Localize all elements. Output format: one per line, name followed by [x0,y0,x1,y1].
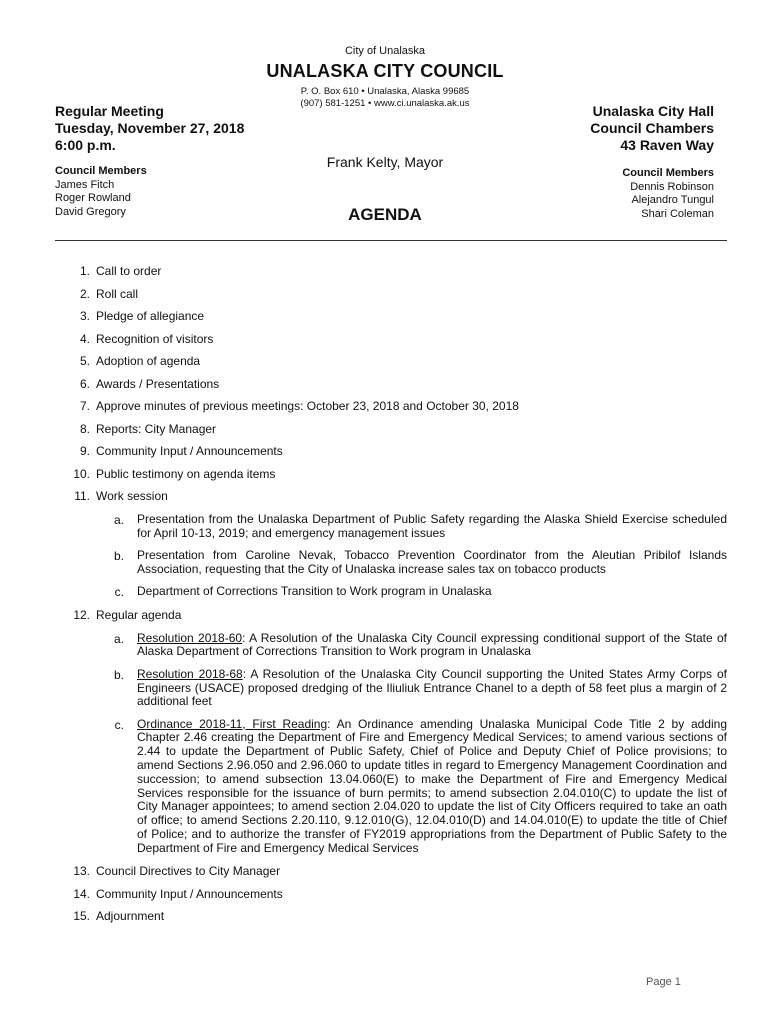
item-number: 7. [79,399,90,413]
item-number: 15. [73,909,90,924]
venue-name: Unalaska City Hall [592,103,714,119]
sub-text: Department of Corrections Transition to Work program in Unalaska [137,584,492,599]
sub-item [55,513,727,541]
agenda-item [55,264,727,278]
item-text: Reports: City Manager [96,421,217,436]
member-name: David Gregory [55,205,126,218]
agenda-list [55,264,727,932]
members-heading: Council Members [622,167,714,179]
member-name: Shari Coleman [641,207,714,220]
sub-item [55,632,727,660]
item-text: Roll call [96,286,139,301]
ordinance-link[interactable]: Ordinance 2018-11, First Reading [137,716,328,731]
item-text: Call to order [96,264,162,278]
item-number: 10. [73,466,90,481]
agenda-item [55,332,727,346]
item-text: Awards / Presentations [96,376,220,391]
meeting-info [55,103,244,154]
agenda-item [55,399,727,413]
item-number: 4. [79,331,90,346]
member-name: Dennis Robinson [630,180,714,193]
sub-letter: b. [113,667,124,682]
meeting-date: Tuesday, November 27, 2018 [55,120,245,136]
item-text: Community Input / Announcements [96,886,283,901]
item-number: 8. [79,421,90,436]
item-text: Council Directives to City Manager [96,864,281,879]
agenda-item [55,377,727,391]
item-number: 12. [73,607,90,622]
mayor-name: Frank Kelty, Mayor [326,154,444,170]
resolution-link[interactable]: Resolution 2018-60 [137,630,243,645]
sub-letter: c. [114,717,124,732]
item-number: 14. [73,886,90,901]
resolution-link[interactable]: Resolution 2018-68 [137,666,243,681]
item-number: 2. [79,286,90,301]
agenda-item [55,444,727,458]
council-title: UNALASKA CITY COUNCIL [266,61,504,81]
item-text: Adjournment [96,909,165,924]
item-number: 13. [73,864,90,879]
members-heading: Council Members [55,165,147,177]
sub-text [124,668,727,709]
header-divider [55,240,727,241]
agenda-item [55,864,727,878]
agenda-item [55,489,727,503]
sub-text [124,632,727,660]
agenda-item [55,608,727,622]
meeting-type: Regular Meeting [55,103,164,119]
venue-info [590,103,714,154]
item-number: 3. [79,309,90,323]
sub-letter: a. [113,631,124,646]
sub-description: : A Resolution of the Unalaska City Council supporting the United States Army Corps of Engineers (USACE) proposed dredging of the Iliuliuk Entrance Chanel to a depth of 58 feet plus a margin of 2 additional feet [137,666,727,709]
work-session-list [55,513,727,599]
item-text: Work session [96,489,168,503]
sub-item [55,549,727,577]
item-text: Regular agenda [96,607,182,622]
item-text: Public testimony on agenda items [96,466,276,481]
item-text: Pledge of allegiance [96,309,205,323]
sub-text: Presentation from the Unalaska Department of Public Safety regarding the Alaska Shield Exercise scheduled for April 10-13, 2019; and emergency management issues [137,512,727,540]
item-text: Approve minutes of previous meetings: October 23, 2018 and October 30, 2018 [96,399,519,413]
item-text: Adoption of agenda [96,354,201,368]
meeting-time: 6:00 p.m. [55,137,116,153]
agenda-item [55,354,727,368]
venue-street: 43 Raven Way [620,137,714,153]
item-number: 1. [79,264,90,278]
sub-item [55,718,727,856]
agenda-item [55,287,727,301]
sub-letter: b. [113,549,124,564]
agenda-item [55,309,727,323]
item-number: 11. [74,489,90,503]
agenda-title: AGENDA [348,205,422,224]
item-text: Community Input / Announcements [96,444,283,458]
sub-description: : A Resolution of the Unalaska City Council expressing conditional support of the State of Alaska Department of Corrections Transition to Work program in Unalaska [137,630,727,659]
sub-text [124,718,727,856]
sub-letter: c. [114,585,124,600]
item-number: 9. [79,444,90,458]
item-number: 5. [79,354,90,368]
sub-item [55,668,727,709]
agenda-item [55,887,727,901]
item-text: Recognition of visitors [96,331,214,346]
regular-agenda-list [55,632,727,856]
contact-line: (907) 581-1251 • www.ci.unalaska.ak.us [300,98,470,109]
agenda-item [55,467,727,481]
member-name: Alejandro Tungul [631,194,714,206]
member-name: Roger Rowland [55,192,131,204]
item-number: 6. [79,376,90,391]
venue-room: Council Chambers [590,120,714,136]
sub-description: : An Ordinance amending Unalaska Municipal Code Title 2 by adding Chapter 2.46 creating the Department of Fire and Emergency Medical Services; to amend various sections of 2.44 to update the Department of Public Safety, Chief of Police and Deputy Chief of Police provisions; to amend Sections 2.96.050 and 2.96.060 to update titles in regard to Emergency Management Coordination and succession; to amend subsection 13.04.060(E) to make the Department of Fire and Emergency Medical Services responsible for the issuance of burn permits; to amend subsection 2.04.010(C) to update the list of City Manager appointees; to amend section 2.04.020 to update the list of City Officers required to take an oath of office; to amend Sections 2.20.110, 9.12.010(G), 12.04.010(D) and 14.04.010(E) to update the title of Chief of Police; and to authorize the transfer of FY2019 appropriations from the Department of Public Safety to the Department of Fire and Emergency Medical Services [137,716,727,855]
address-line: P. O. Box 610 • Unalaska, Alaska 99685 [300,86,470,97]
page-number: Page 1 [646,976,681,988]
sub-letter: a. [113,513,124,527]
member-name: James Fitch [55,178,115,191]
org-name: City of Unalaska [344,45,426,57]
agenda-item [55,909,727,923]
sub-text: Presentation from Caroline Nevak, Tobacco Prevention Coordinator from the Aleutian Pribilof Islands Association, requesting that the City of Unalaska increase sales tax on tobacco products [137,548,727,576]
agenda-item [55,422,727,436]
sub-item [55,585,727,599]
